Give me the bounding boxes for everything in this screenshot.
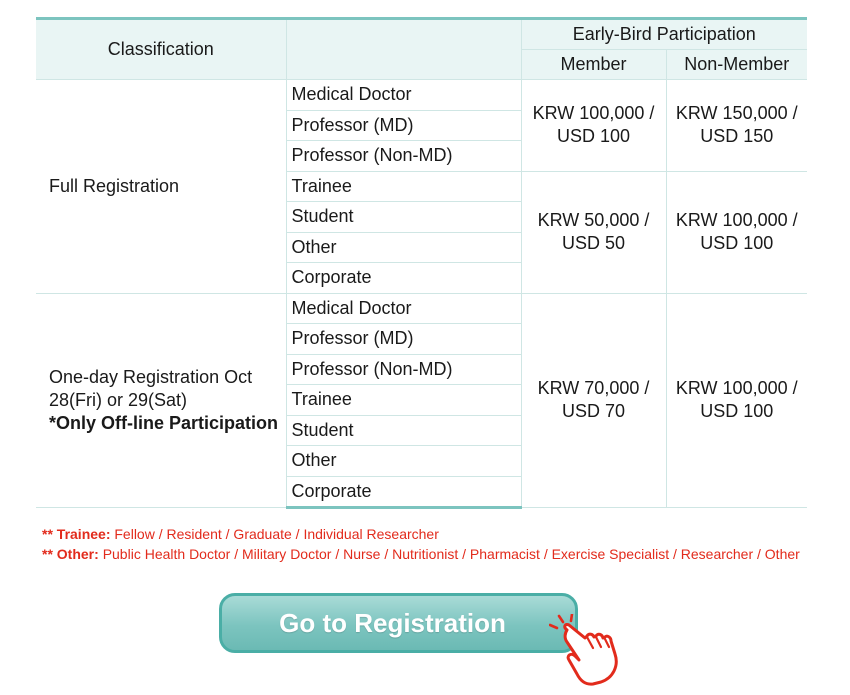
role-cell: Student [286,415,521,446]
trainee-footnote: ** Trainee: Fellow / Resident / Graduate / Individual Researcher [42,526,439,542]
role-cell: Trainee [286,171,521,202]
registration-fee-table [36,17,807,509]
role-cell: Medical Doctor [286,80,521,111]
go-to-registration-button[interactable]: Go to Registration [219,593,578,653]
footnotes [42,524,800,564]
role-cell: Professor (Non-MD) [286,354,521,385]
price-non-member: KRW 100,000 / USD 100 [666,171,807,293]
price-member: KRW 70,000 / USD 70 [521,293,666,508]
full-registration-label: Full Registration [36,80,286,294]
price-member: KRW 50,000 / USD 50 [521,171,666,293]
price-non-member: KRW 150,000 / USD 150 [666,80,807,172]
header-non-member: Non-Member [666,50,807,80]
role-cell: Professor (Non-MD) [286,141,521,172]
role-cell: Professor (MD) [286,110,521,141]
role-cell: Trainee [286,385,521,416]
role-cell: Corporate [286,476,521,508]
pointing-hand-icon [549,614,639,686]
role-cell: Other [286,232,521,263]
role-cell: Other [286,446,521,477]
price-member: KRW 100,000 / USD 100 [521,80,666,172]
price-non-member: KRW 100,000 / USD 100 [666,293,807,508]
role-cell: Medical Doctor [286,293,521,324]
offline-only-note: *Only Off-line Participation [49,412,279,433]
header-early-bird: Early-Bird Participation [521,19,807,50]
role-cell: Professor (MD) [286,324,521,355]
header-member: Member [521,50,666,80]
one-day-registration-label: One-day Registration Oct 28(Fri) or 29(Sat) *Only Off-line Participation [36,293,286,508]
role-cell: Student [286,202,521,233]
role-cell: Corporate [286,263,521,294]
header-spacer [286,19,521,80]
header-classification: Classification [36,19,286,80]
other-footnote: ** Other: Public Health Doctor / Military Doctor / Nurse / Nutritionist / Pharmacist / Exercise Specialist / Researcher / Other [42,546,800,562]
